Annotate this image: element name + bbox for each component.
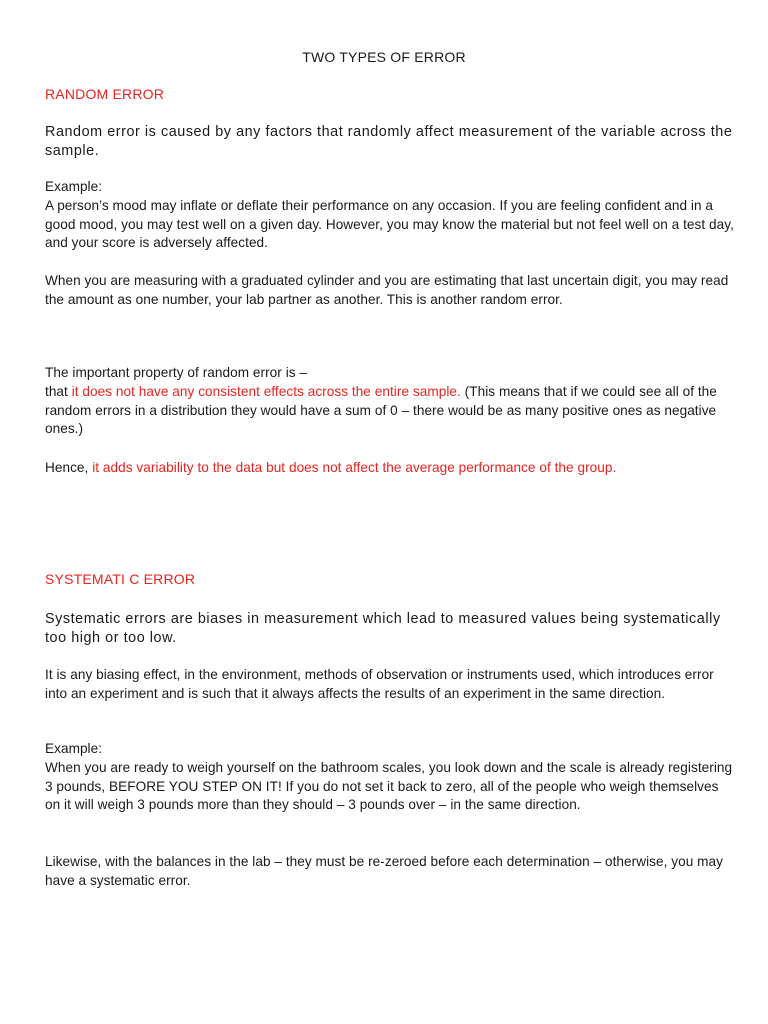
random-hence-text <box>45 459 735 478</box>
random-example-block <box>45 178 735 253</box>
systematic-example-text: When you are ready to weigh yourself on the bathroom scales, you look down and the scale is already registering 3 pounds, BEFORE YOU STEP ON IT! If you do not set it back to zero, all of the people who weigh themselves on it will weigh 3 pounds more than they should – 3 pounds over – in the same direction. <box>45 759 733 813</box>
random-error-lead: Random error is caused by any factors that randomly affect measurement of the variable across the sample. <box>45 124 733 159</box>
systematic-example-block <box>45 740 735 815</box>
random-property-block <box>45 364 735 439</box>
random-property-highlight: it does not have any consistent effects across the entire sample. <box>71 383 461 399</box>
systematic-error-heading: SYSTEMATI C ERROR <box>45 571 196 587</box>
systematic-error-lead: Systematic errors are biases in measurement which lead to measured values being systematically too high or too low. <box>45 611 721 646</box>
systematic-definition: It is any biasing effect, in the environment, methods of observation or instruments used, which introduces error into an experiment and is such that it always affects the results of an experiment in the same direction. <box>45 667 714 701</box>
random-property-text <box>45 383 735 439</box>
random-cylinder-text: When you are measuring with a graduated cylinder and you are estimating that last uncertain digit, you may read the amount as one number, your lab partner as another. This is another random error. <box>45 273 729 307</box>
random-error-heading: RANDOM ERROR <box>45 86 165 102</box>
random-example-text: A person’s mood may inflate or deflate their performance on any occasion. If you are feeling confident and in a good mood, you may test well on a given day. However, you may know the material but not feel well on a test day, and your score is adversely affected. <box>45 197 734 251</box>
document-title: TWO TYPES OF ERROR <box>302 49 466 65</box>
random-property-that: that <box>45 383 72 399</box>
random-property-rest: (This means that if we could see all of the random errors in a distribution they would have a sum of 0 – there would be as many positive ones as negative ones.) <box>45 383 717 437</box>
systematic-example-label: Example: <box>45 741 103 756</box>
random-hence-label: Hence, <box>45 460 93 475</box>
systematic-balances-text: Likewise, with the balances in the lab – they must be re-zeroed before each determination – otherwise, you may have a systematic error. <box>45 854 724 888</box>
random-property-intro: The important property of random error is – <box>45 365 308 380</box>
random-example-label: Example: <box>45 179 103 194</box>
random-hence-highlight: it adds variability to the data but does not affect the average performance of the group. <box>92 460 617 475</box>
